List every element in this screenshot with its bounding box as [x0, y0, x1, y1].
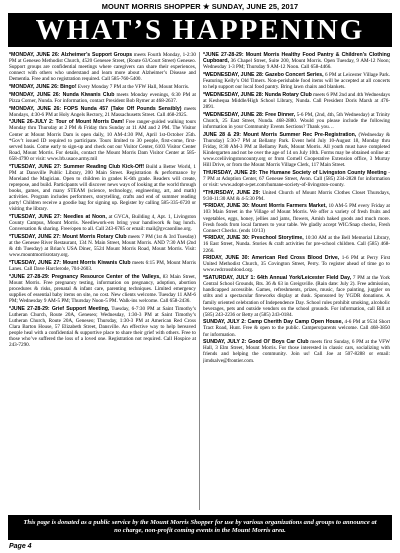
event-heading: JUNE 28 & 29: Mount Morris Summer Rec Pre-Registration, [203, 131, 357, 138]
event-entry [203, 235, 390, 253]
event-heading: FRIDAY, JUNE 30: American Red Cross Blood Drive, [203, 255, 340, 262]
event-description: 1-6 PM at Perry First United Methodist Church, 35 Covington Street, Perry. To register ahead of time go to www.redcrossblood.org. [203, 255, 390, 274]
event-heading: *FRIDAY, JUNE 30: Mount Morris Farmers Market, [203, 203, 327, 210]
event-description: meets Fourth Monday, 1-2:30 PM at Geneseo Methodist Church, 4520 Genesee Street, (Route 63/Court Street) Geneseo. Support groups are confidential meetings where caregivers can share their experiences, connect with others who understand and learn more about Alzheimer’s Disease and Dementia. Free and no registration required. Call 585-760-5400. [9, 52, 196, 83]
event-entry [203, 112, 390, 130]
event-description: 4-6 PM at 9534 Short Tract Road, Hunt. Free & open to the public. Campers/parents welcome. Call 468-3850 for information. [203, 319, 390, 338]
event-description: at GVCA, Building 4, Apt. 1, Livingston County Campus, Mount Morris. Needlework-ers bring your handiwork & bag lunch. Conversation & sharing. Free/open to all. Call 243-6785 or email: mail@gvcaonline.org. [9, 213, 196, 233]
event-description: meets 6:15 PM, Mount Morris Lanes. Call Dave Harclerode, 704-2603. [9, 259, 196, 272]
page-number: Page 4 [9, 543, 32, 550]
event-description: United Church of Mount Morris Clothes Closet Thursdays, 9:30-11:30 AM & 4-5:30 PM. [203, 189, 390, 202]
event-description: 83 Main Street, Mount Morris. Free pregnancy testing, information on pregnancy, adoption, abortion procedures & risks, prenatal & infant care, parenting techniques. Limited emergency supplies of essential baby items on site, no cost. New clients welcome. Tuesday 11 AM-6 PM; Wednesday 9 AM-5 PM; Thursday Noon-5 PM. Walk-ins welcome. Call 658-2436. [9, 273, 196, 304]
event-description: Build a Better World, 1 PM at Dansville Public Library, 200 Main Street. Registration & performance by Moreland the Magician. Open to children in grades K-6th grade. Readers will create, reprepose, and build. Participants will discover news ways of looking at the world through books, games, and many STEAM (science, technology, engineering, art, and math) activities. Program includes performers, storytelling, crafts and end of summer reading party! Children receive a goodie bag for signing up. Register by calling 585-335-6720 or visiting the library. [9, 163, 196, 213]
page-title: WHAT’S HAPPENING [8, 13, 392, 47]
event-entry [9, 274, 196, 304]
event-heading: *JUNE 27-28-29: Mount Morris Healthy Food Pantry & Children’s Clothing Cupboard, [203, 52, 390, 65]
event-description: meets first Sunday, 6 PM at the VFW Hall, 3 Elm Street, Mount Morris. For those interested in classic cars, socializing with friends and helping the community. Join us! Call Joe at 507-8288 or email: jimdsalve@frontier.com. [203, 339, 390, 364]
event-description: meets 7 PM (1st & 3rd Tuesday) at the Genesee River Restaurant, 134 N. Main Street, Mount Morris. AND 7:30 AM (2nd & 4th Tuesday) at Brian’s USA Diner, 5524 Mount Morris Road, Mount Morris. Visit: www.mountmorrisrotary.org. [9, 233, 196, 259]
event-heading: *WEDNESDAY, JUNE 28: Gazebo Concert Series, [203, 71, 324, 78]
event-entry [9, 306, 196, 349]
event-entry [9, 234, 196, 258]
event-entry [203, 72, 390, 90]
event-description: - 7 PM at Adoption Center, 67 Genesee Street, Avon. Call (585) 234-2828 for information or visit: www.adopt-a-pet.com/humane-society-of-livingston-county. [203, 169, 390, 188]
event-entry [9, 84, 196, 90]
event-entry [9, 214, 196, 232]
footer-notice: This page is donated as a public service by the Mount Morris Shopper for use by various organizations and groups to announce at no charge, non-profit coming events in the Mount Morris area. [8, 515, 392, 540]
event-heading: SUNDAY, JULY 2: Good Ol’ Boys Car Club [203, 339, 309, 346]
event-entry [9, 52, 196, 82]
event-entry [9, 260, 196, 272]
event-entry [203, 203, 390, 233]
event-description: 36 Chapel Street, Suite 200, Mount Morris. Open Tuesday, 9 AM-12 Noon; Wednesday 1-3 PM; Thursday 9 AM-12 Noon. Call 658-4466. [203, 58, 390, 71]
event-heading: SUNDAY, JULY 2: Camp Cherith Day Camp Open House, [203, 319, 344, 326]
event-entry [203, 92, 390, 110]
event-description: 5-6 PM, (2nd, 4th, 5th Wednesday) at Trinity Church, 25 East Street, Nunda. 468-2880. Would you please include the following information in your Community Events Sections? Thank you… [203, 111, 390, 130]
event-description: 10 AM-5 PM every Friday at 103 Main Street in the Village of Mount Morris. We offer a variety of fresh fruits and vegetables, eggs, honey, jellies and jams, flowers, Amish baked goods and much more. Fresh foods from local farmers to your table. We gladly accept WIC/Snap checks, Fresh Connect Checks. (ends 10/13) [203, 203, 390, 234]
event-heading: *TUESDAY, JUNE 27: Mount Morris Rotary Club [9, 233, 127, 240]
event-description: (Wednesday & Thursday) 5:30-7 PM at Bellamy Park. Event held July 10-August 18, Monday thru Friday, 8:30 AM-3 PM at Bellamy Park, Mount Morris. All youth must have completed Kindergarten and not be over the age of 14 on July 10th. Forms may be obtained online at: www.cceliivingstoncounty.org or from Cornell Cooperative Extension office, 3 Murray Hill Drive, or from the Mount Morris Village Clerk, 117 Main Street. [203, 131, 390, 168]
event-entry [203, 52, 390, 70]
event-entry [203, 132, 390, 169]
event-heading: *JUNE 26-JULY 2: Tour of Mount Morris Dam! [9, 119, 124, 126]
event-heading: *MONDAY, JUNE 26: Alzheimer’s Support Groups [9, 52, 133, 58]
event-entry [203, 319, 390, 337]
event-description: Tuesday, 6-7:30 PM at Saint Timothy’s Lutheran Church, Route 20A, Geneseo; Wednesday, 1:30-3 PM at Saint Timothy’s Lutheran Church, Route 20A, Geneseo; Thursday, 1:30-3 PM at American Red Cross Clara Barton House, 57 Elizabeth Street, Dansville. An effective way to help bereaved people heal with a confidential & supportive place to share their grief with others. Free to those who’ve suffered the loss of a loved one. Registration not required. Call Hospice at 243-7290. [9, 305, 196, 349]
event-heading: THURSDAY, JUNE 29: The Humane Society of Livingston County Meeting [203, 169, 387, 176]
event-heading: *JUNE 27-28-29: Grief Support Meeting, [9, 305, 110, 312]
running-head: MOUNT MORRIS SHOPPER ★ SUNDAY, JUNE 25, 2017 [101, 2, 299, 11]
event-entry [203, 170, 390, 188]
event-heading: *FRIDAY, JUNE 30: Preschool Storytime, [203, 235, 304, 242]
event-entry [203, 255, 390, 273]
events-column-left [9, 52, 196, 512]
events-column-right [203, 52, 390, 512]
event-entry [9, 92, 196, 104]
event-entry [203, 275, 390, 318]
event-heading: *MONDAY, JUNE 26: Bingo! [9, 84, 77, 91]
event-heading: *MONDAY, JUNE 26: FOPS Nunda 457 (Take Off Pounds Sensibly) [9, 105, 182, 112]
event-entry [203, 190, 390, 202]
event-heading: *TUESDAY, JUNE 27: Needles at Noon, [9, 213, 107, 220]
event-heading: *THURSDAY, JUNE 29: [203, 189, 261, 196]
event-description: 7 PM at the York Central School Grounds, Rts. 36 & 63 in Greigsville. (Rain date: July 2). Free admission, handicapped accessible. Games, refreshments, prizes, music, face painting, juggler on stilts and a spectacular fireworks display at dusk. Sponsored by YGDR donations. A family oriented celebration of Independence Day. School rules prohibit smoking, alcoholic beverages, pets and outside vendors on the school grounds. For information, call Bill at (585) 243-2236 or Betty at (585) 243-0184. [203, 275, 390, 318]
event-heading: *MONDAY, JUNE 26: Nunda Kiwanis Club [9, 91, 115, 98]
event-description: meets Mondays, 4:30-6 PM at Holy Angels Rectory, 21 Massachusetts Street. Call 468-2925. [9, 105, 196, 118]
event-heading: *WEDNESDAY, JUNE 28: Nunda Rotary Club [203, 91, 312, 98]
event-description: Every Monday 7 PM at the VFW Hall, Mount Morris. [76, 84, 190, 91]
event-description: 6 PM at Leicester Village Park. Featuring Kelly’s Old Timers. Non-perishable food items will be accepted at all concerts to help support our local food pantry. Bring lawn chairs and blankets. [203, 71, 390, 91]
event-description: Free ranger-guided walking tours Monday thru Thursday at 2 PM & Friday thru Sunday at 11 AM and 2 PM. The Visitor Center at Mount Morris Dam is open daily, 10 AM-4:30 PM, April 1st-October 25th. *Gov’t issued ID required to participate. Tours limited to 30 people, first-come, first-served basis. Come early to sign-up and check out our Visitor Center, 6103 Visitor Center Road, Mount Morris. For details, contact the Mount Morris Dam Visitor Center at 585-658-4790 or visit: www.lrb.usace.army.mil [9, 119, 196, 162]
event-heading: *SATURDAY, JULY 1: 64th Annual York/Leicester Field Day, [203, 275, 352, 282]
event-entry [203, 339, 390, 363]
event-heading: *WEDNESDAY, JUNE 28: Free Dinner, [203, 111, 296, 118]
event-heading: *TUESDAY, JUNE 27: Summer Reading Club Kick-Off! [9, 163, 145, 170]
event-entry [9, 106, 196, 118]
column-divider [199, 52, 200, 510]
event-heading: *JUNE 27-28-29: Pregnancy Resource Center of the Valleys, [9, 273, 161, 280]
event-entry [9, 164, 196, 213]
event-heading: *TUESDAY, JUNE 27: Mount Morris Kiwanis Club [9, 259, 131, 266]
event-entry [9, 119, 196, 162]
event-description: 10:30 AM at the Bell Memorial Library, 16 East Street, Nunda. Stories & craft activities for pre-school children. Call (585) 468-2266. [203, 235, 390, 254]
event-description: meets 6 PM 2nd and 4th Wednesdays at Keshequa Middle/High School Library, Nunda. Call President Doris Marsh at 476-2891. [203, 91, 390, 110]
event-description: meets Monday evenings, 6:30 PM at Pizza Corner, Nunda. For information, contact President Bob Rymer at 468-2637. [9, 91, 196, 104]
